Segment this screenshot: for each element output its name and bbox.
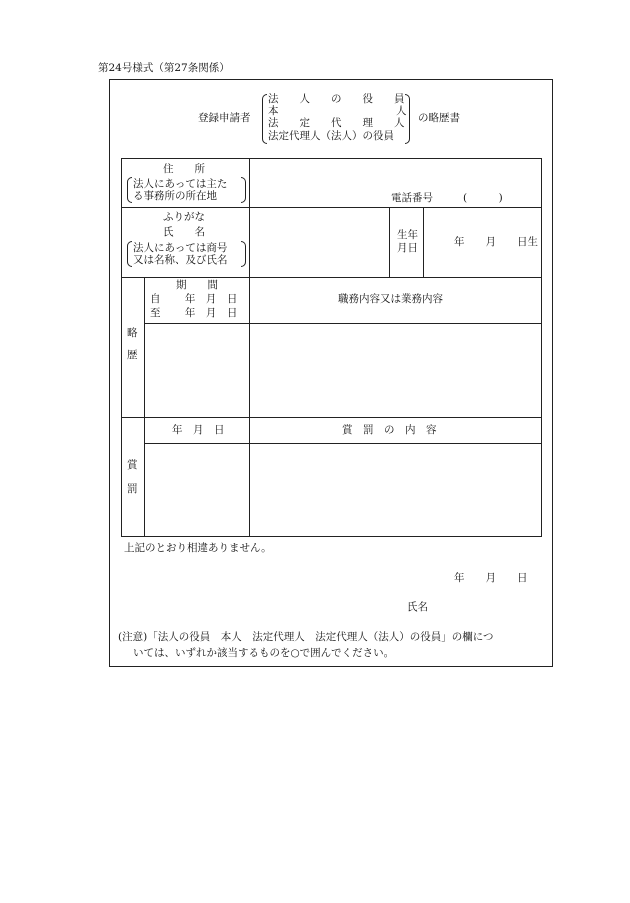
birth-divider-left [389, 207, 390, 277]
phone-label: 電話番号 [391, 192, 433, 204]
header-paren-left [262, 94, 267, 144]
awards-side-label-1: 賞 [127, 459, 138, 471]
name-row-bottom [121, 277, 542, 278]
option-corporate-officer: 法 人 の 役 員 [268, 93, 405, 105]
form-number: 第24号様式（第27条関係） [98, 62, 230, 74]
name-label: 氏 名 [163, 226, 205, 238]
career-period-input[interactable] [145, 324, 249, 416]
note-line1: (注意)「法人の役員 本人 法定代理人 法定代理人（法人）の役員」の欄につ [118, 631, 494, 643]
option-legal-rep-officer: 法定代理人（法人）の役員 [268, 130, 394, 142]
option-self-left: 本 [268, 105, 279, 117]
address-note-paren-right [241, 177, 246, 203]
option-self-right: 人 [396, 105, 407, 117]
awards-side-label-2: 罰 [127, 483, 138, 495]
certification-text: 上記のとおり相違ありません。 [124, 542, 272, 554]
career-side-label-2: 歴 [127, 349, 138, 361]
address-note-line2: る事務所の所在地 [133, 190, 217, 202]
signature-input[interactable] [432, 598, 542, 614]
name-input[interactable] [250, 208, 388, 276]
header-suffix: の略歴書 [418, 112, 460, 124]
address-input[interactable] [250, 159, 541, 206]
birth-date-value: 年 月 日生 [454, 236, 538, 248]
birth-label-line2: 月日 [397, 242, 418, 254]
period-label: 期 間 [176, 279, 218, 291]
applicant-label: 登録申請者 [198, 112, 251, 124]
birth-label-line1: 生年 [397, 229, 418, 241]
option-legal-representative: 法 定 代 理 人 [268, 117, 405, 129]
career-section-bottom [121, 417, 542, 418]
phone-parens: ( ) [463, 192, 503, 204]
awards-date-header: 年 月 日 [172, 424, 225, 436]
career-content-input[interactable] [250, 324, 541, 416]
birth-date-input[interactable] [424, 208, 541, 276]
date-line: 年 月 日 [454, 572, 528, 584]
address-note-line1: 法人にあっては主た [133, 178, 228, 190]
awards-content-header: 賞 罰 の 内 容 [342, 424, 437, 436]
name-note-line1: 法人にあっては商号 [133, 242, 228, 254]
table-right-border [541, 158, 542, 536]
address-label: 住 所 [163, 163, 205, 175]
period-from: 自 年 月 日 [150, 293, 238, 305]
name-note-paren-right [241, 241, 246, 267]
name-note-paren-left [127, 241, 132, 267]
table-left-border [121, 158, 122, 536]
address-note-paren-left [127, 177, 132, 203]
furigana-label: ふりがな [163, 211, 205, 223]
career-content-header: 職務内容又は業務内容 [338, 293, 443, 305]
signature-label: 氏名 [407, 601, 428, 613]
awards-content-input[interactable] [250, 444, 541, 535]
name-note-line2: 又は名称、及び氏名 [133, 254, 228, 266]
awards-date-input[interactable] [145, 444, 249, 535]
note-line2: いては、いずれか該当するものを○で囲んでください。 [133, 647, 395, 659]
table-bottom-border [121, 536, 542, 537]
career-side-label-1: 略 [127, 327, 138, 339]
header-paren-right [405, 94, 410, 144]
period-to: 至 年 月 日 [150, 307, 238, 319]
